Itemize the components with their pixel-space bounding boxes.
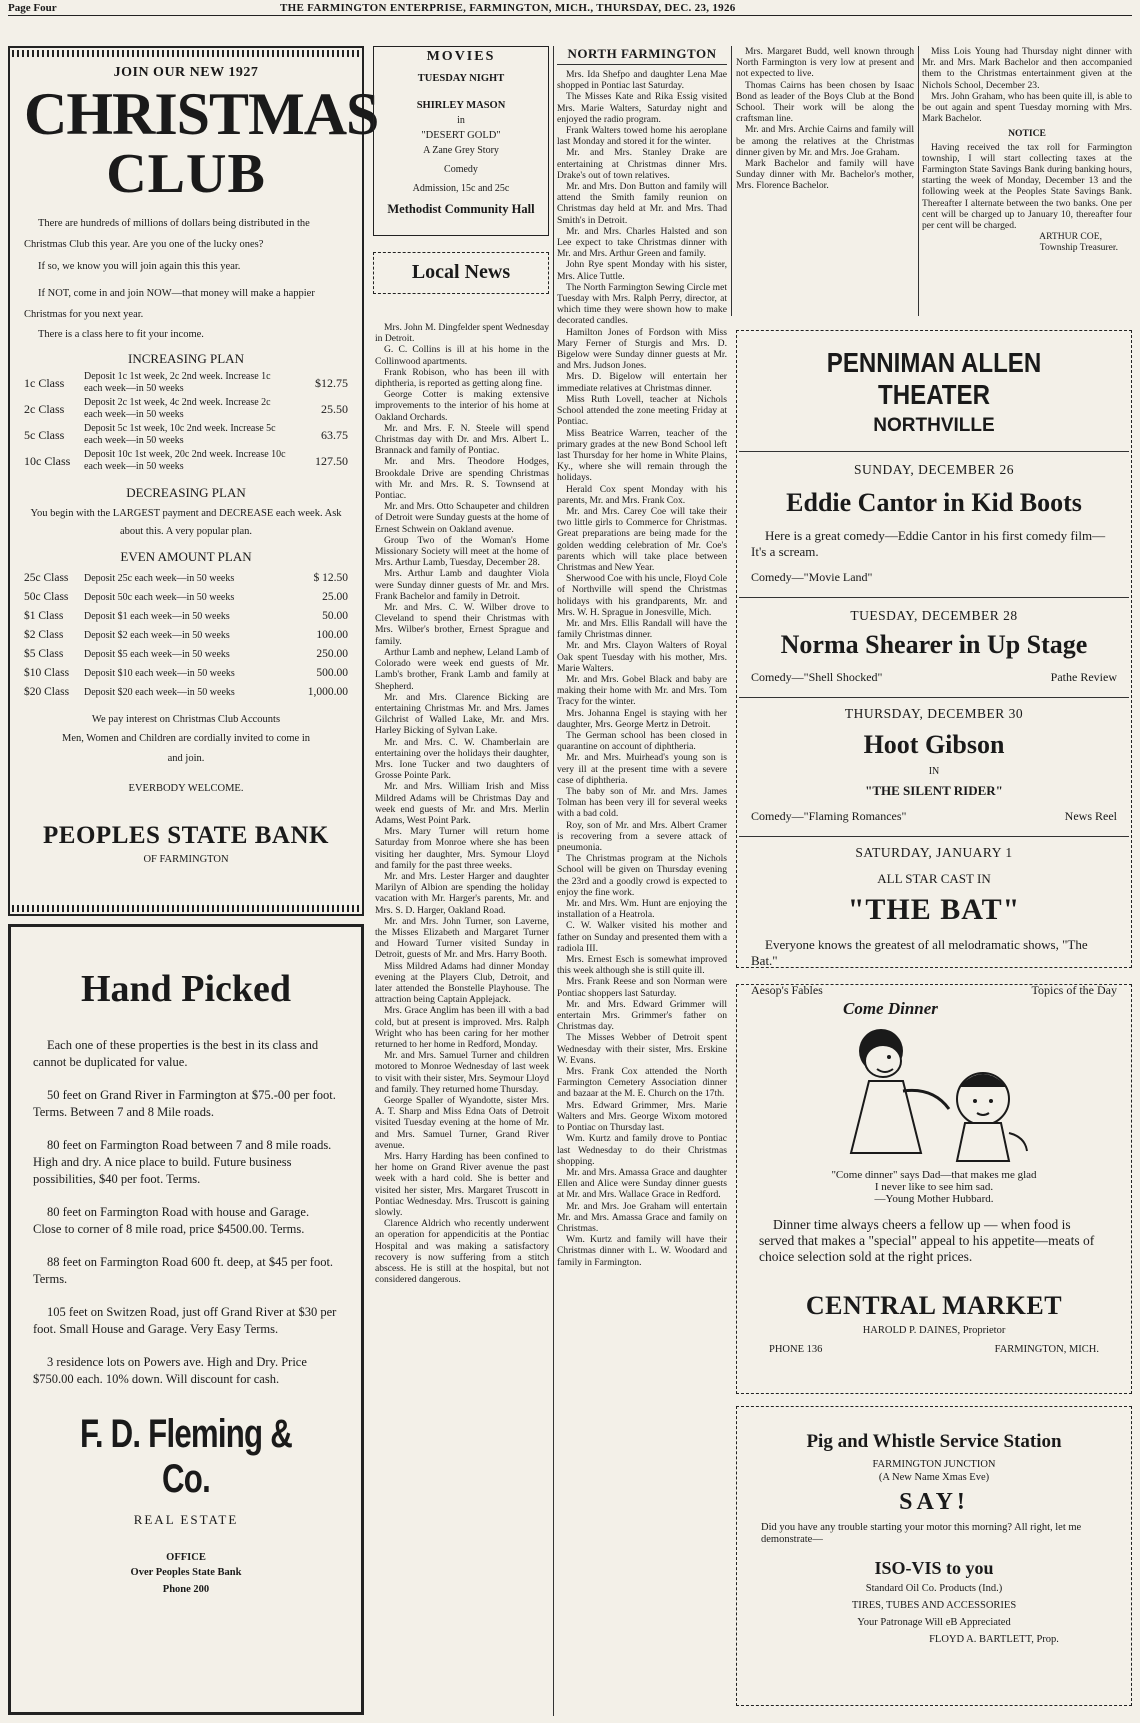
news-item: Mrs. Ida Shefpo and daughter Lena Mae shopped in Pontiac last Saturday. (557, 69, 727, 92)
zigzag-border-bottom (12, 905, 360, 912)
showing-3-film: "THE SILENT RIDER" (865, 783, 1003, 798)
news-item: Mr. and Mrs. Clayon Walters of Royal Oak spent Tuesday with his mother, Mrs. Marie Walters. (557, 640, 727, 674)
news-item: Miss Ruth Lovell, teacher at Nichols School attended the zone meeting Friday at Pontiac. (557, 393, 727, 428)
showing-3-in: IN (928, 766, 940, 777)
firm-phone: Phone 200 (162, 1584, 210, 1595)
plan-class: 1c Class (24, 376, 65, 390)
news-item: Hamilton Jones of Fordson with Miss Mary Ferner of Sturgis and Mrs. D. Bigelow were Sunday dinner guests at Mr. and Mrs. Judson Jones. (557, 326, 727, 372)
showing-2-extra-a: Comedy—"Shell Shocked" (751, 670, 883, 684)
news-item: Mr. and Mrs. William Irish and Miss Mildred Adams will be Christmas Day and week end guests of Mr. and Mrs. Merlin Adams, West Point Park. (375, 781, 549, 826)
notice-title: NOTICE (1008, 128, 1046, 140)
christmas-club-ad (8, 46, 379, 916)
come-dinner-illustration (751, 993, 1117, 1163)
news-column-five-items (922, 46, 1132, 124)
news-item: Herald Cox spent Monday with his parents, Mr. and Mrs. Frank Cox. (557, 483, 727, 506)
club-intro-1: There are hundreds of millions of dollars being distributed in the Christmas Club this year. Are you one of the lucky ones? (24, 218, 310, 250)
north-farmington-column (557, 46, 727, 1716)
station-say: SAY! (899, 1489, 969, 1515)
movies-admission: Admission, 15c and 25c (412, 183, 510, 194)
news-item: Mrs. Mary Turner will return home Saturday from Monroe where she has been visiting her daughter, Mrs. Symour Lloyd and family for the past three weeks. (375, 826, 549, 871)
news-item: Mr. and Mrs. Don Button and family will attend the Smith family reunion on Christmas day held at Mr. and Mrs. Thad Smith's in Detroit. (557, 181, 727, 226)
showing-3-feature: Hoot Gibson (863, 730, 1005, 759)
even-plan-heading: EVEN AMOUNT PLAN (120, 549, 252, 564)
market-quote-2: I never like to see him sad. (874, 1181, 994, 1193)
news-item: The baby son of Mr. and Mrs. James Tolman has been very ill for several weeks with a bad cold. (557, 786, 727, 820)
plan-class: 5c Class (24, 428, 65, 442)
showing-4-cast: ALL STAR CAST IN (877, 871, 991, 886)
firm-office-location: Over Peoples State Bank (130, 1567, 242, 1578)
plan-amount: $12.75 (315, 376, 348, 390)
hand-picked-title: Hand Picked (80, 968, 292, 1010)
showing-4-feature: "THE BAT" (847, 893, 1021, 926)
plan-amount: 250.00 (316, 648, 348, 660)
increasing-plan-list (24, 371, 348, 473)
movies-venue: Methodist Community Hall (387, 202, 535, 216)
property-listing: 80 feet on Farmington Road between 7 and 8 mile roads. High and dry. A nice place to build. Future business possibilities, $40 per foot. Terms. (33, 1138, 332, 1186)
plan-description: Deposit 1c 1st week, 2c 2nd week. Increase 1c each week—in 50 weeks (84, 371, 271, 394)
plan-class: $10 Class (24, 667, 70, 679)
news-item: George Cotter is making extensive improvements to the interior of his home at Oakland Orchards. (375, 389, 549, 423)
plan-description: Deposit $10 each week—in 50 weeks (84, 668, 235, 679)
club-welcome: EVERBODY WELCOME. (128, 783, 244, 794)
news-item: Mrs. Grace Anglim has been ill with a bad cold, but at present is improved. Mrs. Ralph Wright who has been caring for her mother returned to her home in Redford, Monday. (375, 1005, 549, 1050)
news-item: Mr. and Mrs. Edward Grimmer will entertain Mrs. Grimmer's father on Christmas day. (557, 998, 727, 1033)
market-name: CENTRAL MARKET (805, 1291, 1063, 1320)
club-title-club: CLUB (106, 143, 266, 205)
news-item: Mrs. Edward Grimmer, Mrs. Marie Walters and Mrs. George Wixom motored to Pontiac on Thursday last. (557, 1099, 727, 1134)
increasing-plan-row (24, 371, 348, 395)
plan-class: 50c Class (24, 591, 69, 603)
plan-description: Deposit 25c each week—in 50 weeks (84, 573, 235, 584)
plan-class: 10c Class (24, 454, 71, 468)
theater-ad (736, 330, 1132, 997)
north-farmington-news (557, 69, 727, 1268)
news-item: Mr. and Mrs. Otto Schaupeter and children of Detroit were Sunday guests at the home of Ernest Schwein on Oakland avenue. (375, 501, 549, 535)
news-item: Roy, son of Mr. and Mrs. Albert Cramer is recovering from a severe attack of pneumonia. (557, 819, 727, 854)
showing-2-extra-b: Pathe Review (1050, 670, 1117, 684)
plan-description: Deposit 5c 1st week, 10c 2nd week. Increase 5c each week—in 50 weeks (84, 423, 276, 446)
notice-text: Having received the tax roll for Farmington township, I will start collecting taxes at the Farmington State Savings Bank during banking hours, starting the week of Monday, December 13 and the following week at the Peoples State Savings Bank. Thereafter I alternate between the two banks. One per cent will be charged up to January 10, thereafter four per cent will be charged. (922, 141, 1132, 232)
increasing-plan-heading: INCREASING PLAN (128, 351, 244, 366)
market-location: FARMINGTON, MICH. (994, 1344, 1099, 1355)
showing-2-date: TUESDAY, DECEMBER 28 (850, 608, 1018, 623)
showing-4-description: Everyone knows the greatest of all melodramatic shows, "The Bat." (751, 937, 1088, 968)
news-item: Mr. and Mrs. C. W. Chamberlain are entertaining over the holidays their daughter, Mrs. Ione Tucker and two daughters of Grosse Pointe Park. (375, 736, 549, 782)
news-item: Mr. and Mrs. Gobel Black and baby are making their home with Mr. and Mrs. Tom Tracy for the winter. (557, 673, 727, 708)
plan-amount: 25.00 (322, 591, 348, 603)
news-item: John Rye spent Monday with his sister, Mrs. Alice Tuttle. (557, 259, 727, 282)
north-farmington-title: NORTH FARMINGTON (557, 46, 727, 65)
news-column-five (922, 46, 1132, 318)
plan-class: $1 Class (24, 610, 64, 622)
plan-description: Deposit $2 each week—in 50 weeks (84, 630, 230, 641)
news-item: Arthur Lamb and nephew, Leland Lamb of Colorado were week end guests of Mr. Lamb's brother, Frank Lamb and family at Shepherd. (375, 646, 549, 692)
news-item: The Christmas program at the Nichols School will be given on Thursday evening the 23rd and a goodly crowd is expected to enjoy the fine work. (557, 853, 727, 898)
news-item: Wm. Kurtz and family will have their Christmas dinner with L. W. Woodard and family in Farmington. (557, 1234, 727, 1268)
masthead: THE FARMINGTON ENTERPRISE, FARMINGTON, MICH., THURSDAY, DEC. 23, 1926 (280, 2, 736, 14)
club-intro-3: If NOT, come in and join NOW—that money will make a happier Christmas for you next year. (24, 288, 315, 320)
movies-in: in (457, 115, 465, 126)
firm-office: OFFICE (166, 1552, 206, 1563)
news-item: Mr. and Mrs. Clarence Bicking are entertaining Christmas Mr. and Mrs. James Gilchrist of Walled Lake, Mr. and Mrs. Harley Bicking of Sylvan Lake. (375, 691, 549, 737)
showing-4-extra-b: Topics of the Day (1031, 983, 1117, 997)
property-listing: 80 feet on Farmington Road with house and Garage. Close to corner of 8 mile road, price $4500.00. Terms. (33, 1205, 310, 1236)
club-title-christmas: CHRISTMAS (24, 81, 379, 147)
plan-description: Deposit $20 each week—in 50 weeks (84, 687, 235, 698)
news-item: Mr. and Mrs. Carey Coe will take their two little girls to Commerce for Christmas. Great preparations are being made for the golden wedding celebration of Mr. Coe's parents which will take place between Christmas and New Year. (557, 505, 727, 573)
even-plan-row (24, 588, 348, 607)
notice-signer: ARTHUR COE, (1039, 231, 1102, 243)
showing-4-date: SATURDAY, JANUARY 1 (855, 845, 1013, 860)
news-item: Mrs. Margaret Budd, well known through North Farmington is very low at present and not expected to live. (736, 46, 914, 80)
news-item: G. C. Collins is ill at his home in the Collinwood apartments. (375, 344, 549, 367)
decreasing-plan-text: You begin with the LARGEST payment and DECREASE each week. Ask about this. A very popular plan. (30, 508, 342, 537)
station-tagline: (A New Name Xmas Eve) (878, 1472, 990, 1483)
property-listing: 88 feet on Farmington Road 600 ft. deep, at $45 per foot. Terms. (33, 1255, 334, 1286)
news-item: Mr. and Mrs. Wm. Hunt are enjoying the installation of a Heatrola. (557, 898, 727, 921)
market-body: Dinner time always cheers a fellow up — when food is served that makes a "special" appeal to his appetite—meats of choice selection sold at the right prices. (759, 1217, 1095, 1264)
notice-signer-title: Township Treasurer. (1039, 242, 1118, 254)
column-rule (731, 46, 732, 316)
property-listing: 105 feet on Switzen Road, just off Grand River at $30 per foot. Small House and Garage. Very Easy Terms. (33, 1305, 337, 1336)
plan-amount: 1,000.00 (307, 686, 348, 698)
station-question: Did you have any trouble starting your motor this morning? All right, let me demonstrate— (761, 1522, 1082, 1545)
club-intro-2: If so, we know you will join again this this year. (38, 261, 241, 272)
plan-amount: 63.75 (321, 428, 348, 442)
news-item: Mrs. Harry Harding has been confined to her home on Grand River avenue the past week with a hard cold. She is better and visited her sister, Mrs. Margaret Truscott in Pontiac Wednesday. Mrs. Truscott is gaining slowly. (375, 1151, 549, 1219)
showing-1-feature: Eddie Cantor in Kid Boots (786, 488, 1082, 517)
news-item: Mr. and Mrs. Lester Harger and daughter Marilyn of Albion are spending the holiday vacation with Mr. Harger's parents, Mr. and Mrs. S. D. Harger, Oakland Road. (375, 870, 549, 916)
page-header (8, 2, 1132, 16)
news-item: Mrs. John M. Dingfelder spent Wednesday in Detroit. (375, 322, 549, 345)
theater-city: NORTHVILLE (873, 415, 995, 436)
plan-class: 25c Class (24, 572, 69, 584)
station-patronage: Your Patronage Will eB Appreciated (857, 1617, 1011, 1628)
showing-3-extra-a: Comedy—"Flaming Romances" (751, 809, 907, 823)
news-item: Frank Robison, who has been ill with diphtheria, is reported as getting along fine. (375, 366, 549, 390)
station-iso-vis: ISO-VIS to you (874, 1558, 994, 1578)
father-and-child-drawing (751, 1003, 1111, 1163)
news-item: Clarence Aldrich who recently underwent an operation for appendicitis at the Pontiac Hospital and was making a satisfactory recovery is now suffering from a stitch abscess. He is still at the hospital, but not considered dangerous. (375, 1218, 549, 1286)
movies-film: "DESERT GOLD" (421, 130, 501, 141)
news-item: Mr. and Mrs. F. N. Steele will spend Christmas day with Dr. and Mrs. Albert L. Brannack and family of Pontiac. (375, 422, 549, 457)
news-item: Group Two of the Woman's Home Missionary Society will meet at the home of Mrs. Arthur Lamb, Tuesday, December 28. (375, 534, 549, 569)
firm-subtitle: REAL ESTATE (133, 1512, 239, 1527)
news-item: The German school has been closed in quarantine on account of diphtheria. (557, 729, 727, 753)
news-item: Mr. and Mrs. John Turner, son Laverne, the Misses Elizabeth and Margaret Turner and Howard Turner visited Sunday in Detroit, guests of Mr. and Mrs. Harry Booth. (375, 915, 549, 961)
news-item: Mr. and Mrs. Joe Graham will entertain Mr. and Mrs. Amassa Grace and family on Christmas. (557, 1200, 727, 1234)
local-news-banner (373, 252, 549, 294)
market-phone: PHONE 136 (769, 1344, 823, 1355)
plan-amount: 50.00 (322, 610, 348, 622)
column-rule (553, 46, 554, 1716)
news-item: Miss Mildred Adams had dinner Monday evening at the Players Club, Detroit, and later attended the Bonstelle Playhouse. The attraction being Captain Applejack. (375, 960, 549, 1006)
news-item: The Misses Webber of Detroit spent Wednesday with their sister, Mrs. Erskine W. Evans. (557, 1032, 727, 1066)
plan-description: Deposit 2c 1st week, 4c 2nd week. Increase 2c each week—in 50 weeks (84, 397, 271, 420)
even-plan-row (24, 645, 348, 664)
news-item: Mrs. Ernest Esch is somewhat improved this week although she is still quite ill. (557, 954, 727, 977)
hand-picked-intro: Each one of these properties is the best in its class and cannot be duplicated for value. (33, 1038, 319, 1069)
even-plan-list (24, 569, 348, 702)
news-item: C. W. Walker visited his mother and father on Sunday and presented them with a radiola III. (557, 920, 727, 954)
hand-picked-ad (8, 924, 364, 1715)
news-item: Mr. and Mrs. C. W. Wilber drove to Cleveland to spend their Christmas with Mrs. Wilber's brother, Ernest Sprague and family. (375, 602, 549, 647)
market-quote-3: —Young Mother Hubbard. (874, 1193, 994, 1205)
bank-name: PEOPLES STATE BANK (43, 822, 329, 849)
plan-description: Deposit 50c each week—in 50 weeks (84, 592, 235, 603)
movies-title: MOVIES (426, 49, 496, 64)
market-proprietor: HAROLD P. DAINES, Proprietor (862, 1325, 1006, 1336)
club-join-line: JOIN OUR NEW 1927 (113, 65, 259, 80)
page-label: Page Four (8, 2, 57, 14)
property-list (33, 1087, 339, 1388)
market-quote-1: "Come dinner" says Dad—that makes me glad (831, 1169, 1037, 1181)
station-title: Pig and Whistle Service Station (806, 1431, 1062, 1452)
news-item: Mrs. Johanna Engel is staying with her daughter, Mrs. George Mertz in Detroit. (557, 707, 727, 730)
plan-amount: 127.50 (315, 454, 348, 468)
service-station-ad (736, 1406, 1132, 1706)
increasing-plan-row (24, 449, 348, 473)
station-supplier: Standard Oil Co. Products (Ind.) (865, 1583, 1003, 1594)
local-news-title: Local News (411, 261, 511, 283)
news-item: Wm. Kurtz and family drove to Pontiac last Wednesday to do their Christmas shopping. (557, 1133, 727, 1167)
news-item: Mr. and Mrs. Amassa Grace and daughter Ellen and Alice were Sunday dinner guests at Mr. and Mrs. Wallace Grace in Redford. (557, 1166, 727, 1201)
property-listing: 50 feet on Grand River in Farmington at $75.-00 per foot. Terms. Between 7 and 8 Mile roads. (33, 1088, 336, 1119)
plan-amount: 500.00 (316, 667, 348, 679)
showing-4-extra-a: Aesop's Fables (751, 983, 823, 997)
plan-description: Deposit $1 each week—in 50 weeks (84, 611, 230, 622)
station-location: FARMINGTON JUNCTION (872, 1459, 996, 1470)
club-invite: Men, Women and Children are cordially invited to come in and join. (62, 733, 310, 764)
property-listing: 3 residence lots on Powers ave. High and Dry. Price $750.00 each. 10% down. Will discount for cash. (33, 1355, 307, 1386)
even-plan-row (24, 683, 348, 702)
showing-1-date: SUNDAY, DECEMBER 26 (854, 462, 1014, 477)
decreasing-plan-heading: DECREASING PLAN (126, 485, 246, 500)
news-item: Mr. and Mrs. Muirhead's young son is very ill at the present time with a severe case of diphtheria. (557, 752, 727, 786)
plan-amount: $ 12.50 (313, 572, 348, 584)
plan-amount: 25.50 (321, 402, 348, 416)
news-item: The Misses Kate and Rika Essig visited Mrs. Marie Walters, Saturday night and enjoyed the radio program. (557, 91, 727, 125)
news-column-four (736, 46, 914, 318)
news-item: Thomas Cairns has been chosen by Isaac Bond as leader of the Boys Club at the Bond School. Their work will be along the craftsman line. (736, 79, 914, 125)
news-item: Mr. and Mrs. Ellis Randall will have the family Christmas dinner. (557, 617, 727, 641)
news-item: Mrs. D. Bigelow will entertain her immediate relatives at Christmas dinner. (557, 371, 727, 394)
showing-3-extra-b: News Reel (1064, 809, 1117, 823)
zigzag-border-top (12, 50, 360, 57)
news-item: Mrs. Frank Reese and son Norman were Pontiac shoppers last Saturday. (557, 976, 727, 999)
news-item: Mrs. John Graham, who has been quite ill, is able to be out again and spent Tuesday morning with Mrs. Mark Bachelor. (922, 90, 1132, 125)
plan-class: $20 Class (24, 686, 70, 698)
increasing-plan-row (24, 397, 348, 421)
come-dinner-caption: Come Dinner (843, 999, 938, 1018)
movies-comedy: Comedy (444, 164, 478, 175)
plan-description: Deposit $5 each week—in 50 weeks (84, 649, 230, 660)
club-intro-4: There is a class here to fit your income. (38, 329, 204, 340)
movies-box (373, 46, 549, 236)
movies-night: TUESDAY NIGHT (417, 73, 505, 84)
news-item: Mr. and Mrs. Theodore Hodges, Brookdale Drive are spending Christmas with Mr. and Mrs. R. S. Townsend at Pontiac. (375, 456, 549, 502)
movies-story: A Zane Grey Story (423, 145, 499, 156)
news-item: Sherwood Coe with his uncle, Floyd Cole of Northville will spend the Christmas holidays with his grandparents, Mr. and Mrs. W. H. Sprague in Jonesville, Mich. (557, 573, 727, 618)
club-interest: We pay interest on Christmas Club Accounts (91, 714, 281, 725)
firm-name: F. D. Fleming & Co. (80, 1412, 292, 1501)
movies-star: SHIRLEY MASON (416, 100, 506, 111)
news-item: Mr. and Mrs. Archie Cairns and family will be among the relatives at the Christmas dinner given by Mr. and Mrs. Joe Graham. (736, 124, 914, 158)
news-item: Mr. and Mrs. Samuel Turner and children motored to Monroe Wednesday of last week to visit with their sister, Mrs. Seymour Lloyd and family. They returned home Thursday. (375, 1050, 549, 1095)
plan-description: Deposit 10c 1st week, 20c 2nd week. Increase 10c each week—in 50 weeks (84, 449, 286, 472)
plan-class: 2c Class (24, 402, 65, 416)
even-plan-row (24, 569, 348, 588)
central-market-ad (736, 984, 1132, 1394)
plan-class: $5 Class (24, 648, 64, 660)
even-plan-row (24, 607, 348, 626)
even-plan-row (24, 664, 348, 683)
news-item: Mr. and Mrs. Charles Halsted and son Lee expect to take Christmas dinner with Mr. and Mrs. Arthur Green and family. (557, 225, 727, 260)
news-item: Mrs. Frank Cox attended the North Farmington Cemetery Association dinner and bazaar at the M. E. Church on the 17th. (557, 1066, 727, 1100)
news-item: Miss Lois Young had Thursday night dinner with Mr. and Mrs. Mark Bachelor and then accompanied them to the Christmas entertainment given at the Nichols School, December 23. (922, 46, 1132, 91)
showing-1-extra: Comedy—"Movie Land" (751, 570, 873, 584)
news-item: Mark Bachelor and family will have Sunday dinner with Mr. Bachelor's mother, Mrs. Florence Bachelor. (736, 158, 914, 192)
news-item: George Spaller of Wyandotte, sister Mrs. A. T. Sharp and Miss Edna Oats of Detroit visited Tuesday evening at the home of Mr. and Mrs. Samuel Turner, Grand River avenue. (375, 1095, 549, 1151)
increasing-plan-row (24, 423, 348, 447)
showing-3-date: THURSDAY, DECEMBER 30 (844, 706, 1024, 721)
local-news-column (375, 322, 549, 1717)
even-plan-row (24, 626, 348, 645)
station-proprietor: FLOYD A. BARTLETT, Prop. (929, 1634, 1059, 1645)
station-goods: TIRES, TUBES AND ACCESSORIES (851, 1600, 1017, 1611)
news-item: Mrs. Arthur Lamb and daughter Viola were Sunday dinner guests of Mr. and Mrs. Frank Bachelor and family in Detroit. (375, 568, 549, 602)
showing-1-description: Here is a great comedy—Eddie Cantor in his first comedy film—It's a scream. (751, 528, 1106, 559)
news-item: Frank Walters towed home his aeroplane last Monday and stored it for the winter. (557, 125, 727, 148)
showing-2-feature: Norma Shearer in Up Stage (780, 630, 1088, 659)
news-item: The North Farmington Sewing Circle met Tuesday with Mrs. Ralph Perry, director, at which time they were shown how to make decorated candles. (557, 281, 727, 327)
theater-name: PENNIMAN ALLEN THEATER (826, 347, 1042, 410)
plan-amount: 100.00 (316, 629, 348, 641)
news-item: Mr. and Mrs. Stanley Drake are entertaining at Christmas dinner Mrs. Drake's out of town relatives. (557, 147, 727, 181)
news-item: Miss Beatrice Warren, teacher of the primary grades at the new Bond School left last Thursday for her home in White Plains, Ky., where she will remain through the holidays. (557, 427, 727, 484)
column-rule (918, 46, 919, 316)
bank-subtitle: OF FARMINGTON (143, 854, 229, 865)
plan-class: $2 Class (24, 629, 64, 641)
